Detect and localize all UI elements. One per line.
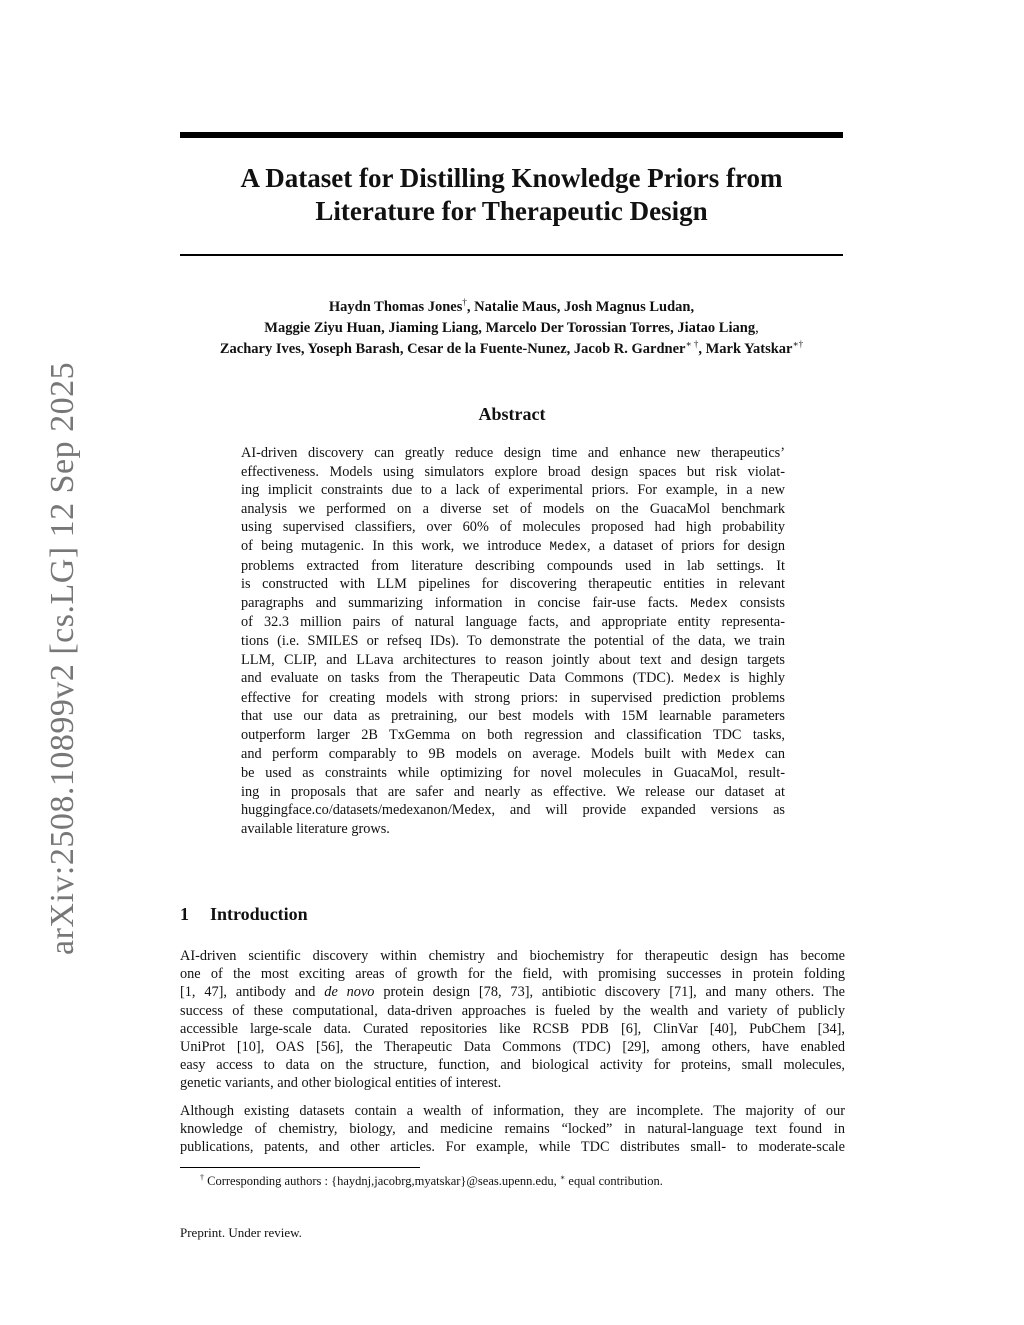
author-line-2: Maggie Ziyu Huan, Jiaming Liang, Marcelo Der Torossian Torres, Jiatao Liang, (264, 320, 759, 336)
arxiv-identifier-stamp[interactable]: arXiv:2508.10899v2 [cs.LG] 12 Sep 2025 (44, 361, 81, 955)
dataset-link-line[interactable]: huggingface.co/datasets/medexanon/Medex, and will provide expanded versions as (241, 802, 785, 819)
section-title: Introduction (210, 904, 308, 924)
dagger-mark: † (462, 297, 467, 307)
dataset-name: Medex (549, 539, 587, 554)
dataset-name: Medex (690, 596, 728, 611)
introduction-paragraph-1: AI-driven scientific discovery within chemistry and biochemistry for therapeutic design has become one of the most exciting areas of growth for the field, with promising successes in protein folding [1, 47], antibody and de novo protein design [78, 73], antibiotic discovery [71], and many others. The success of these computational, data-driven approaches is fueled by the wealth and variety of publicly accessible large-scale data. Curated repositories like RCSB PDB [6], ClinVar [40], PubChem [34], UniProt [10], OAS [56], the Therapeutic Data Commons (TDC) [29], among others, have enabled easy access to data on the structure, function, and biological activity for proteins, small molecules, genetic variants, and other biological entities of interest. (180, 948, 846, 1092)
author-line-3: Zachary Ives, Yoseph Barash, Cesar de la Fuente-Nunez, Jacob R. Gardner∗ †, Mark Yatskar∗† (219, 339, 804, 357)
abstract-text: AI-driven discovery can greatly reduce design time and enhance new therapeutics’ effectiveness. Models using simulators explore broad design spaces but risk violat- ing implicit constraints due to a lack of experimental priors. For example, in a new analysis we performed on a diverse set of models on the GuacaMol benchmark using supervised classifiers, over 60% of molecules proposed had high probability of being mutagenic. In this work, we introduce Medex, a dataset of priors for design problems extracted from literature describing compounds used in lab settings. It is constructed with LLM pipelines for discovering therapeutic entities in relevant paragraphs and summarizing information in concise fair-use facts. Medex consists of 32.3 million pairs of natural language facts, and appropriate entity representa- tions (i.e. SMILES or refseq IDs). To demonstrate the potential of the data, we train LLM, CLIP, and LLava architectures to reason jointly about text and design targets and evaluate on tasks from the Therapeutic Data Commons (TDC). Medex is highly effective for creating models with strong priors: in supervised prediction problems that use our data as pretraining, our best models with 15M learnable parameters outperform larger 2B TxGemma on both regression and classification TDC tasks, and perform comparably to 9B models on average. Models built with Medex can be used as constraints while optimizing for novel molecules in GuacaMol, result- ing in proposals that are safer and nearly as effective. We release our dataset at huggingface.co/datasets/medexanon/Medex, and will provide expanded versions as available literature grows. (241, 445, 785, 837)
footnote: † Corresponding authors : {haydnj,jacobrg,myatskar}@seas.upenn.edu, ∗ equal contribution. (200, 1173, 663, 1188)
equal-contribution-mark: ∗ † (685, 339, 699, 349)
preprint-notice: Preprint. Under review. (180, 1225, 302, 1240)
abstract-heading: Abstract (478, 404, 546, 424)
equal-contribution-mark: ∗† (792, 339, 804, 349)
footnote-rule (180, 1167, 420, 1168)
author-emails[interactable]: {haydnj,jacobrg,myatskar}@seas.upenn.edu (331, 1174, 554, 1188)
introduction-paragraph-2: Although existing datasets contain a wealth of information, they are incomplete. The majority of our knowledge of chemistry, biology, and medicine remains “locked” in natural-language text found in publications, patents, and other articles. For example, while TDC distributes small- to moderate-scale (180, 1103, 845, 1156)
dataset-name: Medex (683, 672, 721, 687)
section-heading-introduction (180, 904, 308, 925)
section-number: 1 (180, 904, 189, 924)
italic-term: de novo (324, 984, 375, 1001)
title-line-1: A Dataset for Distilling Knowledge Priors from (240, 163, 783, 193)
author-list (150, 297, 873, 360)
dataset-name: Medex (717, 747, 755, 762)
title-line-2: Literature for Therapeutic Design (315, 196, 708, 226)
title-bottom-rule (180, 254, 843, 256)
author-line-1: Haydn Thomas Jones†, Natalie Maus, Josh Magnus Ludan, (328, 297, 695, 315)
title-top-rule (180, 132, 843, 138)
paper-title (180, 162, 843, 228)
